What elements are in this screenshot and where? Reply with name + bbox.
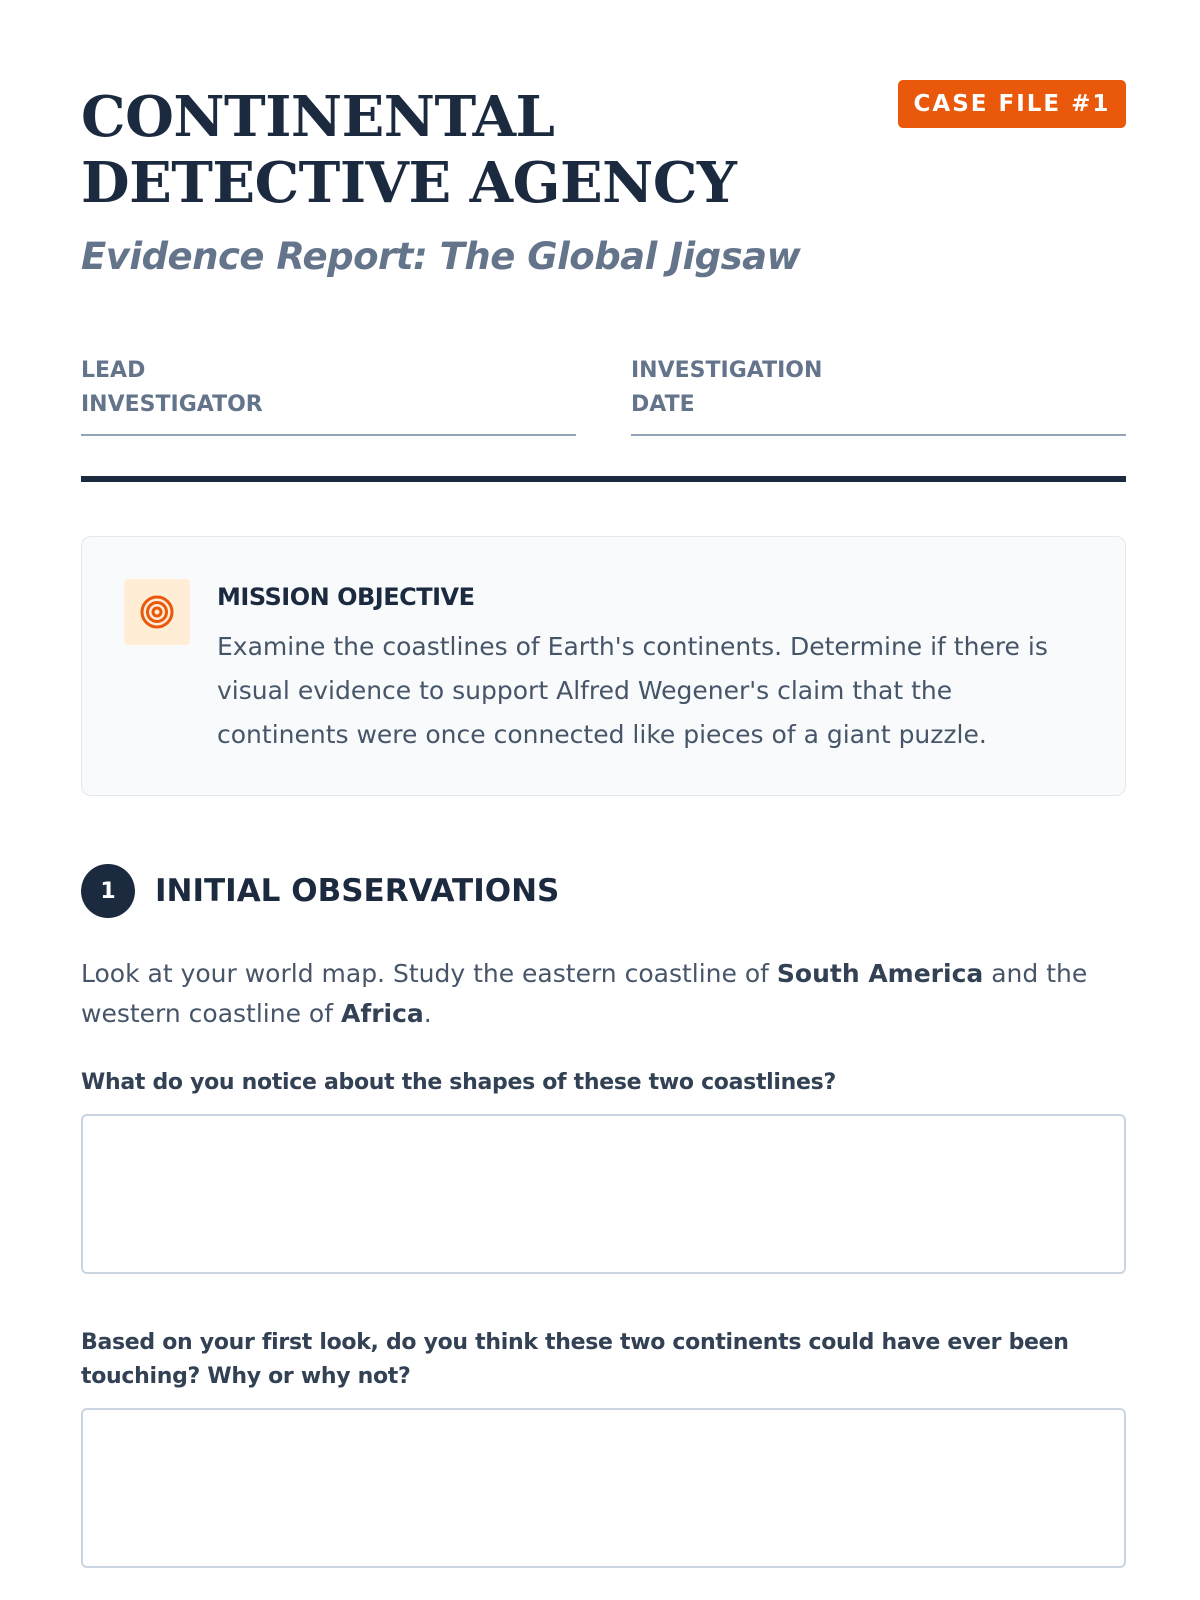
investigator-fields [81, 354, 1126, 436]
header [81, 0, 1126, 280]
question-2-answer[interactable] [81, 1408, 1126, 1568]
section-intro [81, 954, 1126, 1034]
intro-africa: Africa [340, 999, 424, 1028]
worksheet-page [81, 0, 1126, 1568]
investigation-date-field[interactable] [631, 354, 1126, 436]
intro-text: . [423, 999, 432, 1028]
mission-title: MISSION OBJECTIVE [217, 583, 475, 611]
step-number-badge: 1 [81, 864, 135, 918]
target-icon [124, 579, 190, 645]
question-1-answer[interactable] [81, 1114, 1126, 1274]
mission-objective-box [81, 536, 1126, 796]
intro-text: and the western coastline of [81, 959, 1088, 1028]
intro-text: Look at your world map. Study the eastern coastline of [81, 959, 777, 988]
section-heading [81, 864, 1126, 918]
section-title: INITIAL OBSERVATIONS [155, 873, 560, 909]
section-divider [81, 476, 1126, 482]
mission-body [217, 581, 1085, 757]
intro-south-america: South America [776, 959, 984, 988]
question-2-prompt: Based on your first look, do you think these two continents could have ever been touching? Why or why not? [81, 1330, 1069, 1389]
lead-investigator-label: LEAD INVESTIGATOR [81, 358, 263, 417]
report-subtitle: Evidence Report: The Global Jigsaw [81, 235, 801, 278]
agency-title: CONTINENTAL DETECTIVE AGENCY [81, 84, 737, 216]
question-1-prompt: What do you notice about the shapes of these two coastlines? [81, 1070, 836, 1095]
lead-investigator-field[interactable] [81, 354, 576, 436]
case-file-badge: CASE FILE #1 [898, 80, 1126, 128]
mission-text: Examine the coastlines of Earth's continents. Determine if there is visual evidence to support Alfred Wegener's claim that the continents were once connected like pieces of a giant puzzle. [217, 632, 1048, 749]
investigation-date-label: INVESTIGATION DATE [631, 358, 823, 417]
